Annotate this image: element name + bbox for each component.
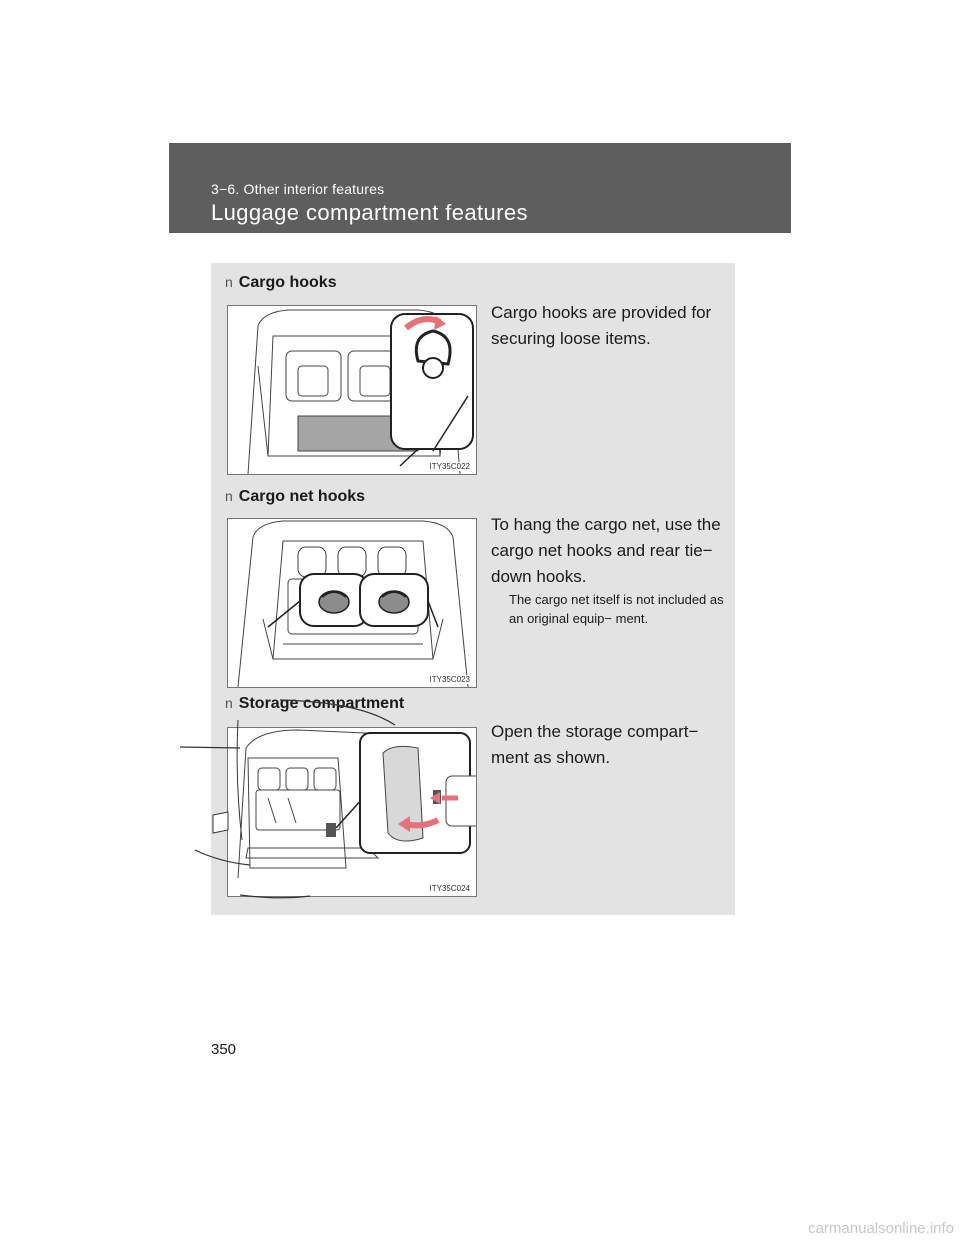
bullet-marker: n	[225, 274, 233, 290]
section-label: 3−6. Other interior features	[211, 181, 385, 197]
figure-code: ITY35C022	[429, 462, 470, 471]
bullet-marker: n	[225, 488, 233, 504]
cargo-hooks-illustration	[227, 305, 477, 475]
bullet-marker: n	[225, 695, 233, 711]
cargo-hooks-heading-text: Cargo hooks	[238, 274, 337, 291]
watermark: carmanualsonline.info	[808, 1220, 954, 1237]
cargo-net-hooks-drawing	[228, 519, 477, 688]
storage-compartment-heading-text: Storage compartment	[238, 695, 405, 712]
cargo-net-hooks-illustration	[227, 518, 477, 688]
storage-compartment-description: Open the storage compart− ment as shown.	[491, 722, 699, 767]
cargo-hooks-heading	[225, 274, 337, 292]
cargo-hooks-drawing	[228, 306, 477, 475]
cargo-net-hooks-description: To hang the cargo net, use the cargo net hooks and rear tie− down hooks.	[491, 515, 721, 586]
figure-code: ITY35C024	[429, 884, 470, 893]
cargo-net-hooks-heading	[225, 488, 365, 506]
page-number: 350	[211, 1041, 237, 1058]
cargo-net-note: The cargo net itself is not included as an original equip− ment.	[509, 592, 724, 626]
figure-code: ITY35C023	[429, 675, 470, 684]
stray-scan-lines	[180, 690, 410, 905]
cargo-hooks-description: Cargo hooks are provided for securing loose items.	[491, 303, 712, 348]
page-title: Luggage compartment features	[211, 200, 528, 225]
cargo-net-hooks-heading-text: Cargo net hooks	[238, 488, 366, 505]
